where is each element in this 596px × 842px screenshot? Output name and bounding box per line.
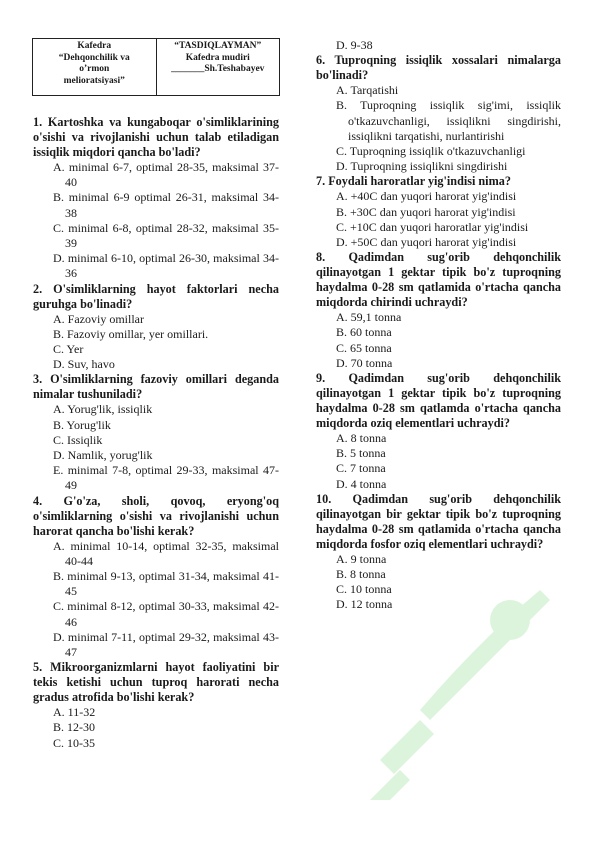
answer-option: B. 5 tonna <box>336 446 386 461</box>
question-text: 3. O'simliklarning fazoviy omillari deganda nimalar tushuniladi? <box>33 372 279 402</box>
question-text: 6. Tuproqning issiqlik xossalari nimalarga bo'linadi? <box>316 53 561 83</box>
question-text: 9. Qadimdan sug'orib dehqonchilik qilinayotgan 1 gektar tipik bo'z tuproqning haydalma 0-28 sm qatlamda o'rtacha qancha miqdorda oziq elementlari uchraydi? <box>316 371 561 431</box>
header-table <box>32 38 280 96</box>
question-text: 5. Mikroorganizmlarni hayot faoliyatini bir tekis ketishi uchun tuproq harorati necha gradus atrofida bo'lishi kerak? <box>33 660 279 705</box>
answer-option: C. +10C dan yuqori haroratlar yig'indisi <box>336 219 529 234</box>
answer-option: D. +50C dan yuqori harorat yig'indisi <box>336 235 517 250</box>
approval-cell <box>157 39 280 95</box>
answer-option: C. 10 tonna <box>336 582 392 597</box>
answer-option: C. Yer <box>53 342 84 357</box>
question-text: 4. G'o'za, sholi, qovoq, eryong'oq o'simliklarning o'sishi va rivojlanishi uchun harorat qancha bo'lishi kerak? <box>33 493 279 538</box>
answer-option: D. 70 tonna <box>336 355 393 370</box>
answer-option: B. 60 tonna <box>336 325 392 340</box>
answer-option: D. Namlik, yorug'lik <box>53 448 153 463</box>
answer-option: A. Fazoviy omillar <box>53 311 144 326</box>
answer-option: C. minimal 6-8, optimal 28-32, maksimal 35-39 <box>53 220 279 251</box>
answer-option: B. 8 tonna <box>336 567 386 582</box>
answer-option: A. +40C dan yuqori harorat yig'indisi <box>336 189 517 204</box>
answer-option: D. Tuproqning issiqlikni singdirishi <box>336 159 508 174</box>
answer-option: A. Yorug'lik, issiqlik <box>53 402 153 417</box>
department-cell <box>33 39 157 95</box>
answer-option: C. minimal 8-12, optimal 30-33, maksimal 42-46 <box>53 599 279 629</box>
answer-option: A. 9 tonna <box>336 551 387 566</box>
department-line: o’rmon <box>79 64 110 74</box>
answer-option: D. minimal 7-11, optimal 29-32, maksimal 43-47 <box>53 629 279 660</box>
answer-option: D. 4 tonna <box>336 476 387 491</box>
answer-option: E. minimal 7-8, optimal 29-33, maksimal 47-49 <box>53 463 279 493</box>
approval-line: “TASDIQLAYMAN” <box>174 41 262 51</box>
answer-option: D. 9-38 <box>336 38 373 52</box>
answer-option: A. 59,1 tonna <box>336 310 402 325</box>
question-text: 1. Kartoshka va kungaboqar o'simliklarining o'sishi va rivojlanishi uchun talab etiladigan issiqlik miqdori qancha bo'ladi? <box>33 115 279 159</box>
department-line: melioratsiyasi” <box>63 75 125 86</box>
answer-option: B. minimal 6-9 optimal 26-31, maksimal 34-38 <box>53 190 279 220</box>
answer-option: B. Fazoviy omillar, yer omillari. <box>53 326 209 341</box>
right-column <box>316 38 561 613</box>
answer-option: A. minimal 10-14, optimal 32-35, maksimal 40-44 <box>53 538 279 568</box>
answer-option: A. minimal 6-7, optimal 28-35, maksimal 37-40 <box>53 160 279 190</box>
question-text: 2. O'simliklarning hayot faktorlari necha guruhga bo'linadi? <box>33 281 279 311</box>
answer-option: C. Tuproqning issiqlik o'tkazuvchanligi <box>336 144 526 159</box>
department-line: Kafedra <box>77 41 112 51</box>
question-text: 8. Qadimdan sug'orib dehqonchilik qilinayotgan 1 gektar tipik bo'z tuproqning haydalma 0-28 sm qatlamida o'rtacha qancha miqdorda chirindi uchraydi? <box>316 250 561 310</box>
answer-option: B. +30C dan yuqori harorat yig'indisi <box>336 204 516 219</box>
approval-line: Kafedra mudiri <box>185 52 250 63</box>
answer-option: A. 8 tonna <box>336 431 387 446</box>
answer-option: B. Yorug'lik <box>53 417 111 432</box>
question-text: 10. Qadimdan sug'orib dehqonchilik qilinayotgan bir gektar tipik bo'z tuproqning haydalma 0-28 sm qatlamida o'rtacha qancha miqdorda fosfor oziq elementlari uchraydi? <box>316 491 561 551</box>
answer-option: C. 7 tonna <box>336 461 386 476</box>
answer-option: D. minimal 6-10, optimal 26-30, maksimal 34-36 <box>53 251 279 281</box>
answer-option: C. Issiqlik <box>53 432 103 447</box>
answer-option: B. minimal 9-13, optimal 31-34, maksimal 41-45 <box>53 569 279 599</box>
left-column <box>33 115 279 751</box>
answer-option: A. Tarqatishi <box>336 83 399 98</box>
answer-option: A. 11-32 <box>53 705 96 720</box>
answer-option: C. 65 tonna <box>336 340 392 355</box>
answer-option: D. Suv, havo <box>53 357 115 372</box>
answer-option: D. 12 tonna <box>336 597 393 612</box>
answer-option: C. 10-35 <box>53 735 95 750</box>
approval-line: _______Sh.Teshabayev <box>171 64 265 74</box>
answer-option: B. 12-30 <box>53 720 95 735</box>
answer-option: B. Tuproqning issiqlik sig'imi, issiqlik o'tkazuvchanligi, issiqlikni singdirishi, issiqlikni tarqatishi, nurlantirishi <box>336 98 561 143</box>
question-text: 7. Foydali haroratlar yig'indisi nima? <box>316 174 511 189</box>
department-line: “Dehqonchilik va <box>58 52 130 63</box>
